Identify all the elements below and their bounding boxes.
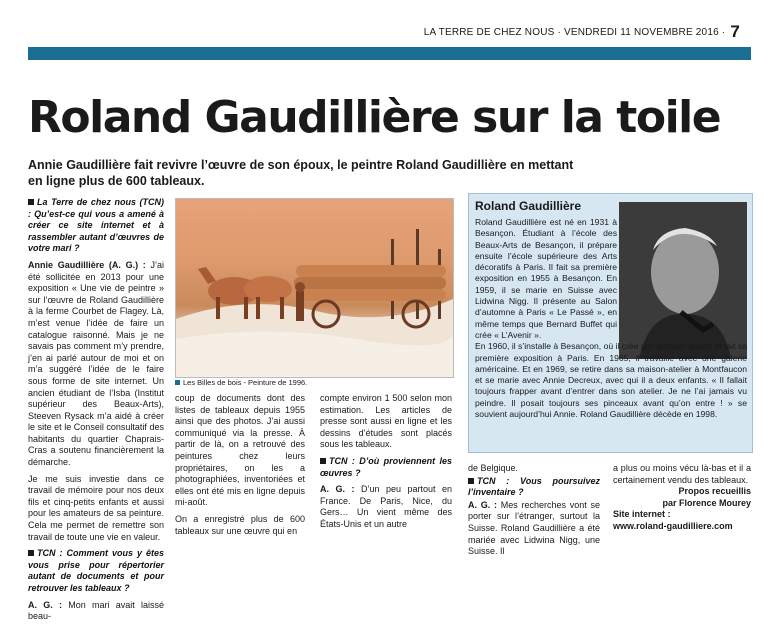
biography-sidebar — [468, 193, 753, 453]
article-column-5 — [613, 463, 751, 533]
page-header — [424, 22, 740, 42]
painting-photo — [175, 198, 454, 378]
column-4-text: de Belgique. — [468, 463, 519, 473]
bullet-square-icon — [468, 478, 474, 484]
photo-caption: Les Billes de bois - Peinture de 1996. — [175, 378, 307, 387]
answer-4: A. G. : Mes recherches vont se porter sur l’étranger, surtout la Suisse. Roland Gaudillière a été mariée avec Lidwina Nigg, une Suisse. Il — [468, 499, 600, 557]
article-column-1 — [28, 197, 164, 628]
column-2-text-2: On a enregistré plus de 600 tableaux sur une œuvre qui en — [175, 513, 305, 536]
sidebar-body — [475, 217, 747, 420]
question-3: TCN : D’où proviennent les œuvres ? — [320, 455, 452, 478]
bullet-square-icon — [28, 550, 34, 556]
sidebar-paragraph-2: En 1960, il s’installe à Besançon, où il crée son premier atelier et fait sa première exposition à Paris. En 1965, il travaille avec une galerie américaine. Et en 1969, se retire dans sa maison-atelier à Montfaucon et se marie avec Annie Decreux, avec qui il a deux enfants. « Il fallait toujours frapper avant d’entrer dans son atelier. Je ne l’ai jamais vu peindre. Il posait toujours ses pinceaux avant qu’on entre ! » se souvient aujourd’hui Annie. Roland Gaudillière décède en 1998. — [475, 341, 747, 420]
answer-3: A. G. : D’un peu partout en France. De Paris, Nice, du Gers… Un vient même des États-Unis et un autre — [320, 484, 453, 529]
credit-line-2: par Florence Mourey — [662, 497, 751, 508]
column-5-text: a plus ou moins vécu là-bas et il a certainement vendu des tableaux. — [613, 463, 751, 485]
article-column-4 — [468, 463, 600, 563]
article-column-3 — [320, 393, 452, 536]
website-link[interactable]: www.roland-gaudilliere.com — [613, 520, 733, 531]
headline: Roland Gaudillière sur la toile — [28, 92, 721, 143]
article-column-2 — [175, 393, 305, 542]
caption-square-icon — [175, 380, 180, 385]
header-bar — [28, 47, 751, 60]
subheadline: Annie Gaudillière fait revivre l’œuvre de son époux, le peintre Roland Gaudillière en mettant en ligne plus de 600 tableaux. — [28, 158, 574, 188]
header-text: LA TERRE DE CHEZ NOUS · VENDREDI 11 NOVEMBRE 2016 · — [423, 27, 726, 38]
website-label: Site internet : — [613, 509, 671, 520]
question-1: La Terre de chez nous (TCN) : Qu’est-ce qui vous a amené à créer ce site internet et à rassembler autant d’œuvres de votre mari ? — [28, 197, 164, 254]
credit-line-1: Propos recueillis — [678, 486, 751, 497]
page-number: 7 — [730, 22, 740, 41]
column-3-text: compte environ 1 500 selon mon estimation. Les articles de presse sont aussi en ligne et les dessins d’études sont placés sous les tableaux. — [320, 393, 452, 450]
question-2: TCN : Comment vous y êtes vous prise pour répertorier autant de documents et pour retrouver les tableaux ? — [28, 548, 164, 593]
painting-illustration — [176, 199, 453, 377]
sidebar-title: Roland Gaudillière — [475, 199, 582, 213]
question-4: TCN : Vous poursuivez l’inventaire ? — [468, 475, 600, 498]
column-2-text: coup de documents dont des listes de tableaux depuis 1955 ainsi que des photos. J’ai aussi communiqué via la presse. À partir de là, on a retrouvé des peintures chez leurs propriétaires, on les a photographiées, inventoriées et elles ont été mis en ligne depuis mi-août. — [175, 393, 305, 508]
sidebar-paragraph-1: Roland Gaudillière est né en 1931 à Besançon. Étudiant à l’école des Beaux-Arts de Besançon, il prépare ensuite l’école supérieure des Arts décoratifs à Paris. Il fait sa première exposition en 1955 à Besançon. En 1959, il se marie en Suisse avec Lidwina Nigg. Il présente au Salon d’automne à Paris « Le Passé », en même temps que Bernard Buffet qui crée « L’Avenir ». — [475, 217, 617, 340]
bullet-square-icon — [28, 199, 34, 205]
answer-1: Annie Gaudillière (A. G.) : J’ai été sollicitée en 2013 pour une exposition « Une vie de peintre » sur l’œuvre de Roland Gaudillière à la ferme Courbet de Flagey. Là, m’est venue l’idée de faire un catalogue raisonné. Mais je ne savais pas comment m’y prendre, j’en ai parlé autour de moi et on m’a suggéré l’idée de le faire sous forme de site internet. Un ancien étudiant de l’Isba (Institut supérieur des Beaux-Arts), Steeven Rysack m’a aidé à créer le site et le Conseil consultatif des habitants du quartier Chaprais-Cras a soutenu financièrement la démarche. — [28, 259, 164, 468]
answer-2: A. G. : Mon mari avait laissé beau- — [28, 599, 164, 622]
answer-1b: Je me suis investie dans ce travail de mémoire pour nos deux fils et cinq-petits enfants et aussi pour les amateurs de sa peinture. Cela me permet de remettre son travail de toute une vie en valeur. — [28, 473, 164, 542]
bullet-square-icon — [320, 458, 326, 464]
